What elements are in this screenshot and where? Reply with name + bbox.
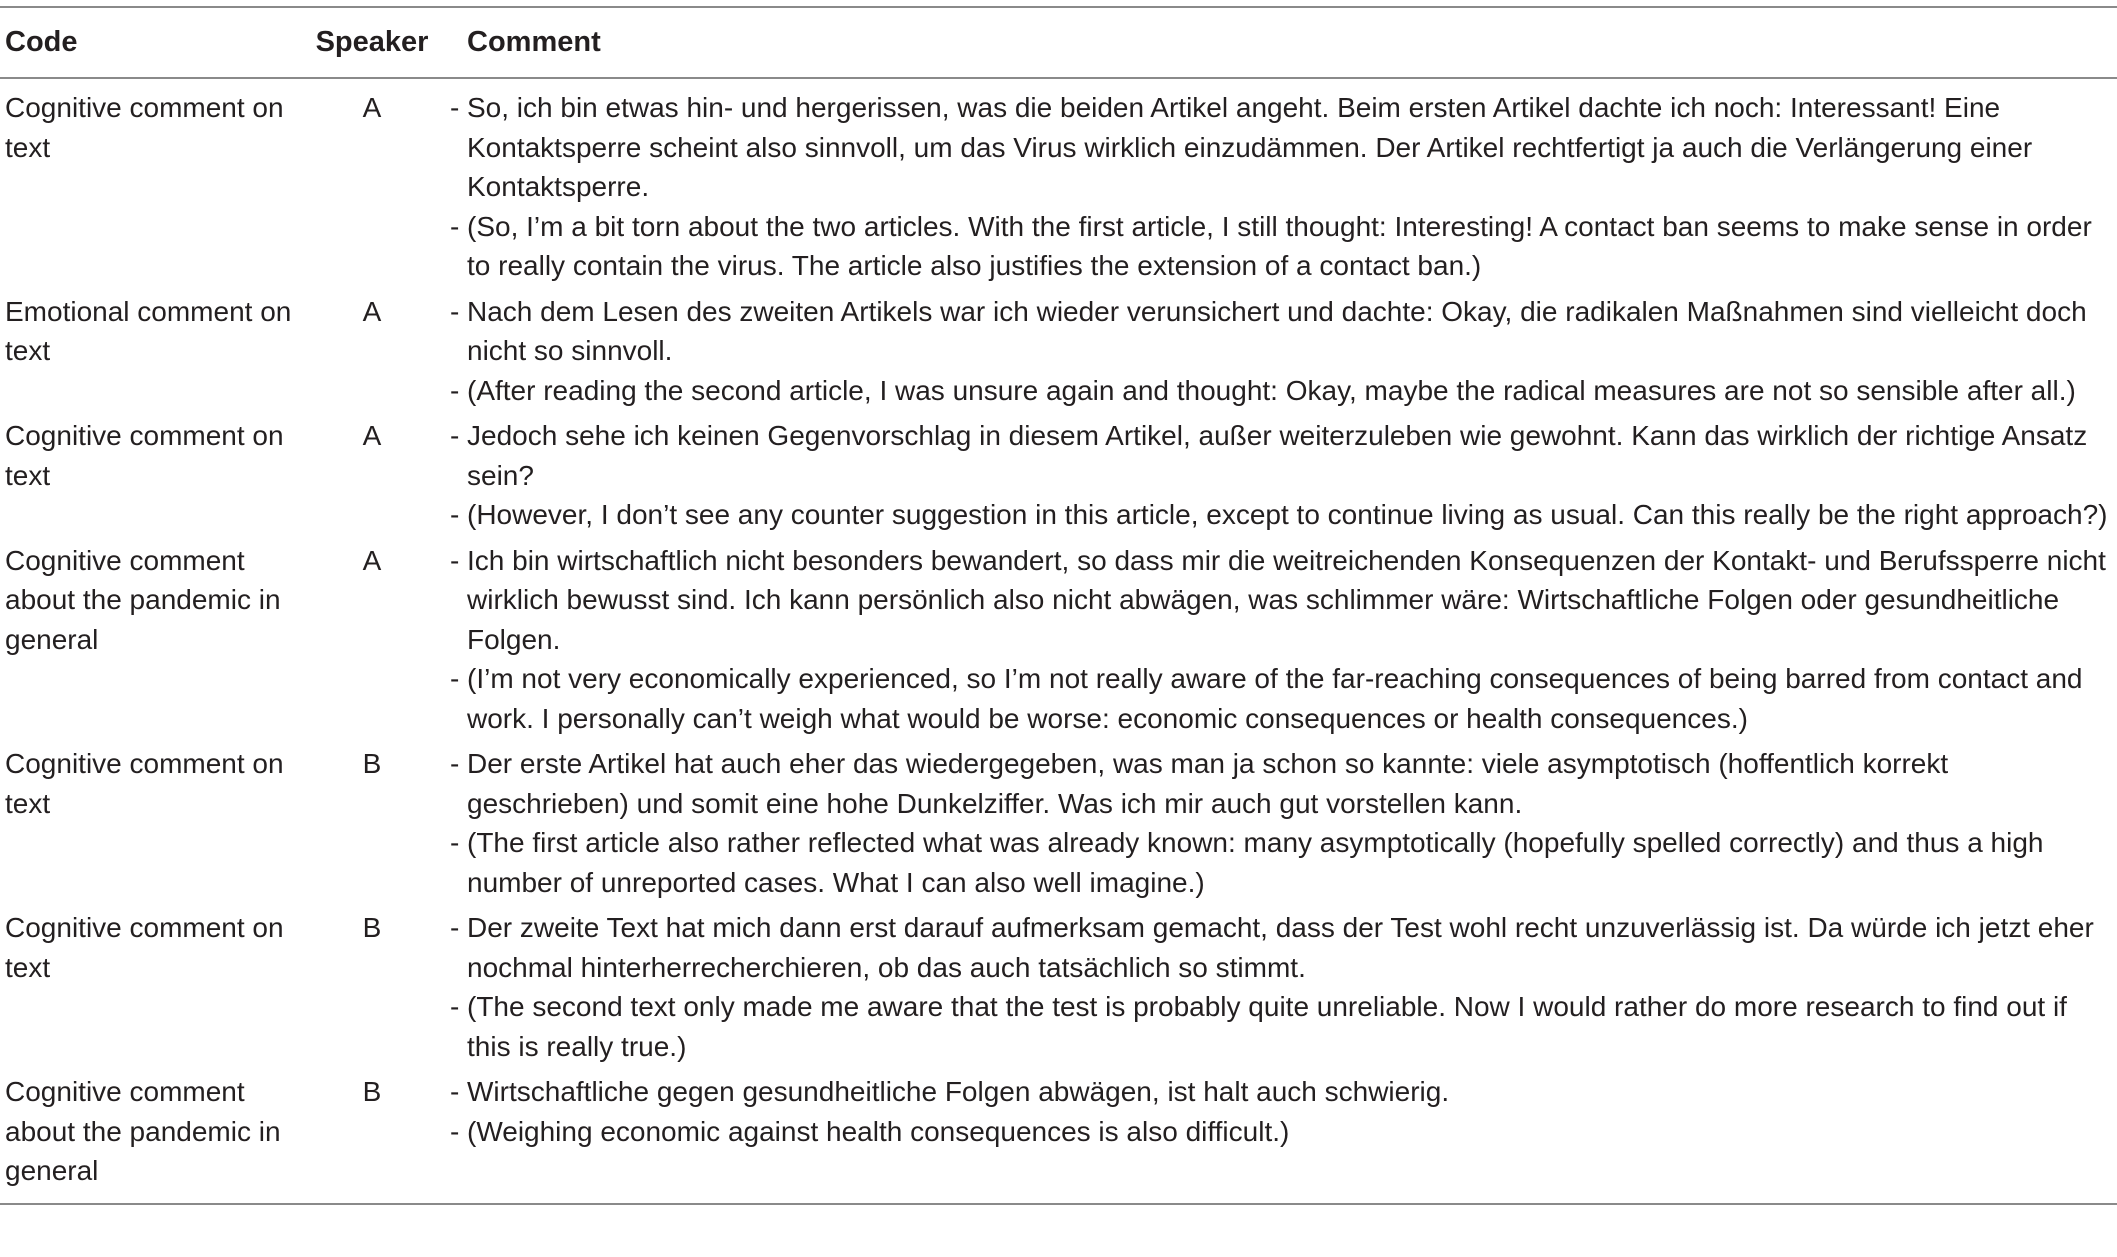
table-row	[0, 292, 2117, 417]
comments-table-container	[0, 6, 2117, 1205]
dash-marker: -	[450, 748, 460, 779]
german-comment	[442, 416, 2117, 495]
table-row	[0, 744, 2117, 908]
english-text: (However, I don’t see any counter suggestion in this article, except to continue living as usual. Can this really be the right approach?)	[467, 499, 2108, 530]
dash-marker: -	[450, 1076, 460, 1107]
comment-cell	[442, 1072, 2117, 1204]
header-speaker: Speaker	[315, 26, 429, 58]
code-cell: Cognitive comment on text	[5, 748, 284, 819]
german-text: Nach dem Lesen des zweiten Artikels war ich wieder verunsichert und dachte: Okay, die radikalen Maßnahmen sind vielleicht doch nicht so sinnvoll.	[467, 295, 2087, 366]
dash-marker: -	[450, 912, 460, 943]
table-header	[0, 7, 2117, 78]
comment-cell	[442, 744, 2117, 908]
german-comment	[442, 292, 2117, 371]
comment-cell	[442, 292, 2117, 417]
german-text: Wirtschaftliche gegen gesundheitliche Folgen abwägen, ist halt auch schwierig.	[467, 1076, 1450, 1107]
comments-table	[0, 6, 2117, 1205]
english-translation	[442, 371, 2117, 411]
english-translation	[442, 495, 2117, 535]
dash-marker: -	[450, 374, 460, 406]
english-text: (The first article also rather reflected what was already known: many asymptotically (hopefully spelled correctly) and thus a high number of unreported cases. What I can also well imagine.)	[467, 827, 2044, 898]
code-cell: Cognitive comment about the pandemic in general	[5, 1076, 281, 1186]
english-text: (The second text only made me aware that the test is probably quite unreliable. Now I would rather do more research to find out if this is really true.)	[467, 991, 2067, 1062]
english-translation	[442, 207, 2117, 286]
german-comment	[442, 88, 2117, 207]
english-translation	[442, 823, 2117, 902]
speaker-cell: B	[362, 748, 382, 779]
english-text: (So, I’m a bit torn about the two articles. With the first article, I still thought: Interesting! A contact ban seems to make sense in order to really contain the virus. The article also justifies the extension of a contact ban.)	[467, 210, 2092, 281]
english-text: (I’m not very economically experienced, so I’m not really aware of the far-reaching consequences of being barred from contact and work. I personally can’t weigh what would be worse: economic consequences or health consequences.)	[467, 663, 2083, 734]
english-translation	[442, 659, 2117, 738]
table-row	[0, 541, 2117, 745]
table-body	[0, 78, 2117, 1204]
english-translation	[442, 1112, 2117, 1152]
dash-marker: -	[450, 420, 460, 451]
speaker-cell: A	[362, 544, 382, 576]
code-cell: Cognitive comment about the pandemic in general	[5, 544, 281, 655]
german-comment	[442, 744, 2117, 823]
table-row	[0, 78, 2117, 292]
dash-marker: -	[450, 827, 460, 858]
header-comment: Comment	[467, 26, 601, 58]
speaker-cell: A	[362, 92, 382, 123]
speaker-cell: B	[362, 1076, 382, 1107]
comment-cell	[442, 416, 2117, 541]
german-comment	[442, 1072, 2117, 1112]
comment-cell	[442, 78, 2117, 292]
german-text: Jedoch sehe ich keinen Gegenvorschlag in diesem Artikel, außer weiterzuleben wie gewohnt. Kann das wirklich der richtige Ansatz sein?	[467, 420, 2088, 491]
english-translation	[442, 987, 2117, 1066]
header-code: Code	[5, 26, 78, 58]
german-comment	[442, 908, 2117, 987]
dash-marker: -	[450, 991, 460, 1022]
speaker-cell: A	[362, 295, 382, 327]
dash-marker: -	[450, 1115, 460, 1147]
german-text: Der zweite Text hat mich dann erst darauf aufmerksam gemacht, dass der Test wohl recht unzuverlässig ist. Da würde ich jetzt eher nochmal hinterherrecherchieren, ob das auch tatsächlich so stimmt.	[467, 912, 2094, 983]
code-cell: Emotional comment on text	[5, 295, 292, 366]
table-row	[0, 908, 2117, 1072]
header-row	[0, 7, 2117, 78]
dash-marker: -	[450, 295, 460, 327]
comment-cell	[442, 541, 2117, 745]
english-text: (Weighing economic against health consequences is also difficult.)	[467, 1115, 1290, 1147]
code-cell: Cognitive comment on text	[5, 420, 284, 491]
speaker-cell: A	[362, 420, 382, 451]
dash-marker: -	[450, 663, 460, 694]
speaker-cell: B	[362, 912, 382, 943]
dash-marker: -	[450, 210, 460, 242]
table-row	[0, 1072, 2117, 1204]
dash-marker: -	[450, 544, 460, 576]
comment-cell	[442, 908, 2117, 1072]
code-cell: Cognitive comment on text	[5, 92, 284, 163]
german-comment	[442, 541, 2117, 660]
german-text: So, ich bin etwas hin- und hergerissen, was die beiden Artikel angeht. Beim ersten Artikel dachte ich noch: Interessant! Eine Kontaktsperre scheint also sinnvoll, um das Virus wirklich einzudämmen. Der Artikel rechtfertigt ja auch die Verlängerung einer Kontaktsperre.	[467, 92, 2033, 202]
german-text: Ich bin wirtschaftlich nicht besonders bewandert, so dass mir die weitreichenden Konsequenzen der Kontakt- und Berufssperre nicht wirklich bewusst sind. Ich kann persönlich also nicht abwägen, was schlimmer wäre: Wirtschaftliche Folgen oder gesundheitliche Folgen.	[467, 544, 2106, 655]
german-text: Der erste Artikel hat auch eher das wiedergegeben, was man ja schon so kannte: viele asymptotisch (hoffentlich korrekt geschrieben) und somit eine hohe Dunkelziffer. Was ich mir auch gut vorstellen kann.	[467, 748, 1949, 819]
code-cell: Cognitive comment on text	[5, 912, 284, 983]
dash-marker: -	[450, 499, 460, 530]
table-row	[0, 416, 2117, 541]
english-text: (After reading the second article, I was unsure again and thought: Okay, maybe the radical measures are not so sensible after all.)	[467, 374, 2076, 406]
dash-marker: -	[450, 92, 460, 123]
